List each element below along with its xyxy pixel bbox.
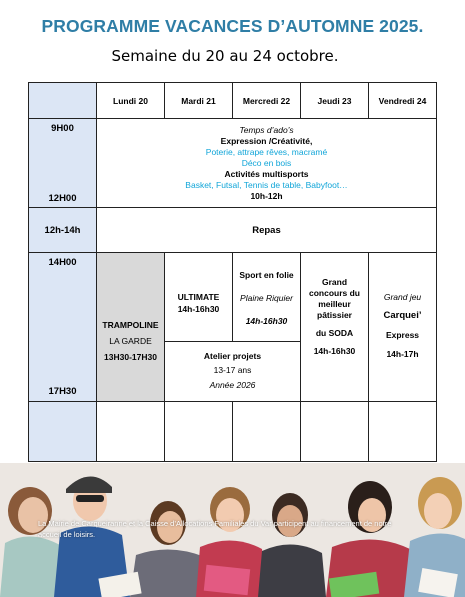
- afternoon-row-1: [29, 253, 437, 342]
- header-row: [29, 83, 437, 119]
- week-subtitle: Semaine du 20 au 24 octobre.: [111, 47, 339, 65]
- afternoon-start: 14H00: [48, 257, 77, 268]
- mardi-name: ULTIMATE: [177, 292, 220, 302]
- morning-start: 9H00: [51, 123, 74, 134]
- day-header-mardi: Mardi 21: [165, 83, 233, 119]
- mardi-activity: [165, 253, 233, 342]
- jeudi-time: 14h-16h30: [313, 346, 356, 356]
- atelier-age: 13-17 ans: [213, 365, 252, 375]
- mercredi-place: Plaine Riquier: [240, 293, 293, 303]
- lundi-time: 13H30-17H30: [104, 352, 157, 362]
- jeudi-line-4: pâtissier: [317, 310, 352, 320]
- empty-time-cell: [29, 402, 97, 462]
- atelier-year: Année 2026: [209, 380, 256, 390]
- vendredi-prefix: Grand jeu: [383, 292, 422, 302]
- vendredi-activity: [369, 253, 437, 402]
- morning-line-7: 10h-12h: [250, 191, 283, 201]
- morning-line-5: Activités multisports: [224, 169, 309, 179]
- mercredi-activity: [233, 253, 301, 342]
- vendredi-name-1: Carquei’: [383, 310, 422, 321]
- afternoon-end: 17H30: [48, 386, 77, 397]
- lunch-label: Repas: [97, 208, 437, 253]
- morning-line-3: Poterie, attrape rêves, macramé: [205, 147, 328, 157]
- mercredi-name: Sport en folie: [239, 270, 294, 280]
- empty-cell: [369, 402, 437, 462]
- day-header-lundi: Lundi 20: [97, 83, 165, 119]
- day-header-jeudi: Jeudi 23: [301, 83, 369, 119]
- morning-line-2: Expression /Créativité,: [220, 136, 313, 146]
- lundi-name: TRAMPOLINE: [102, 320, 159, 330]
- schedule-table: [28, 82, 437, 462]
- jeudi-line-1: Grand: [321, 277, 348, 287]
- empty-cell: [233, 402, 301, 462]
- jeudi-place: du SODA: [315, 328, 354, 338]
- page-title: PROGRAMME VACANCES D’AUTOMNE 2025.: [41, 16, 424, 36]
- empty-cell: [165, 402, 233, 462]
- afternoon-time-cell: [29, 253, 97, 402]
- jeudi-activity: [301, 253, 369, 402]
- morning-activities: [97, 119, 437, 208]
- morning-line-6: Basket, Futsal, Tennis de table, Babyfoot…: [185, 180, 348, 190]
- empty-cell: [97, 402, 165, 462]
- jeudi-line-3: meilleur: [318, 299, 351, 309]
- day-header-vendredi: Vendredi 24: [369, 83, 437, 119]
- atelier-activity: [165, 342, 301, 402]
- lundi-place: LA GARDE: [109, 336, 152, 346]
- morning-line-4: Déco en bois: [241, 158, 292, 168]
- jeudi-line-2: concours du: [308, 288, 360, 298]
- empty-row: [29, 402, 437, 462]
- lundi-activity: [97, 253, 165, 402]
- mercredi-time: 14h-16h30: [245, 316, 288, 326]
- lunch-time: 12h-14h: [29, 208, 97, 253]
- day-header-mercredi: Mercredi 22: [233, 83, 301, 119]
- lunch-row: [29, 208, 437, 253]
- funding-caption: La Mairie de Carqueiranne et la Caisse d’Allocations Familiales du Var participent au financement de notre accueil de loisirs.: [38, 519, 392, 539]
- vendredi-time: 14h-17h: [386, 349, 419, 359]
- morning-time-cell: [29, 119, 97, 208]
- morning-line-1: Temps d’ado’s: [239, 125, 294, 135]
- vendredi-name-2: Express: [385, 330, 420, 340]
- corner-cell: [29, 83, 97, 119]
- morning-row: [29, 119, 437, 208]
- atelier-name: Atelier projets: [203, 351, 262, 361]
- morning-end: 12H00: [48, 193, 77, 204]
- empty-cell: [301, 402, 369, 462]
- mardi-time: 14h-16h30: [177, 304, 220, 314]
